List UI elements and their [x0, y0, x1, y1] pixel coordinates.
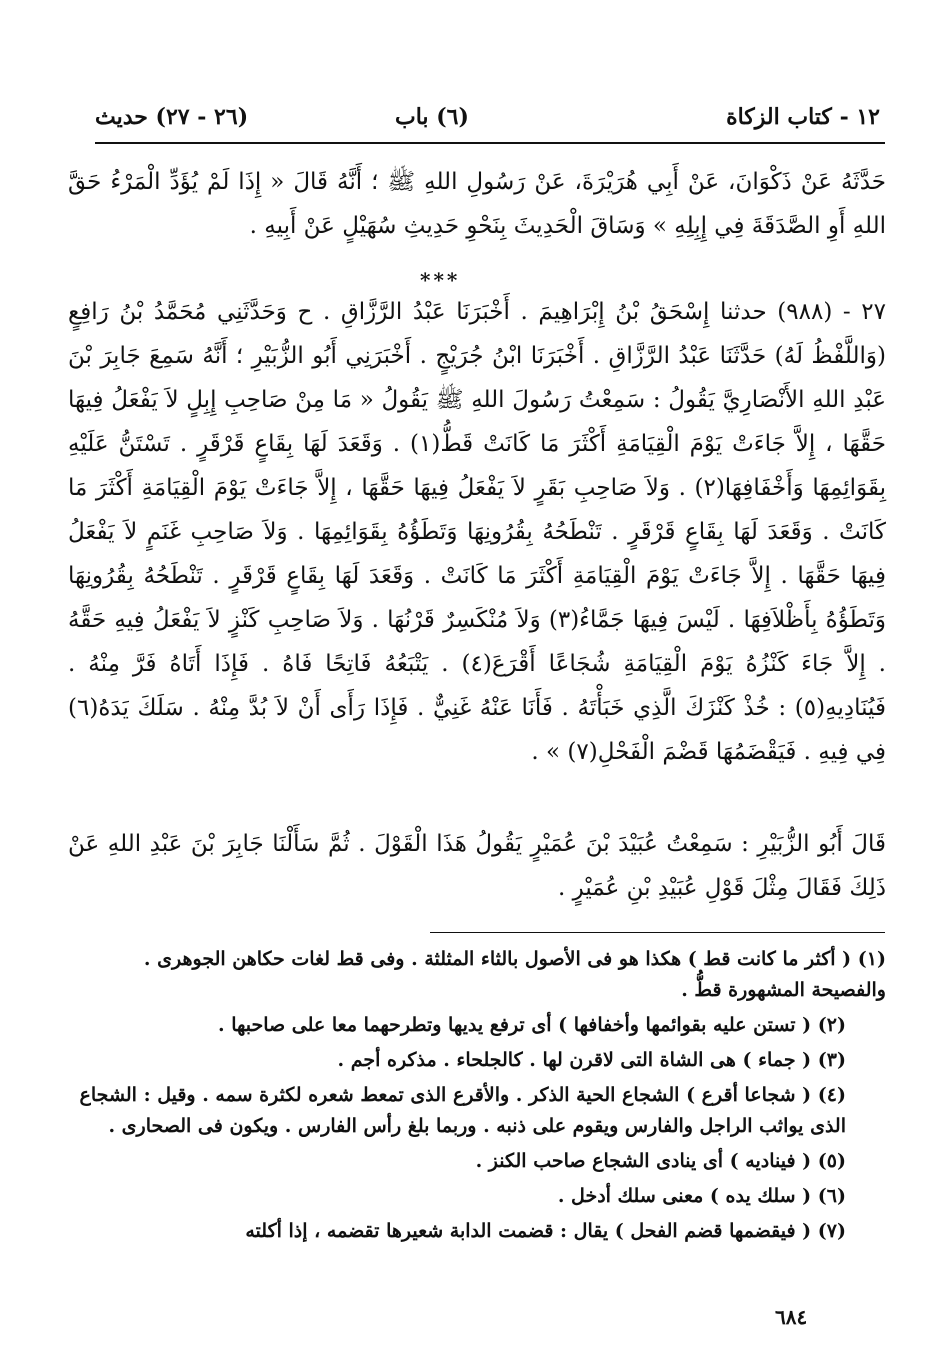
hadith-range: (٢٦ - ٢٧) حديث — [95, 104, 249, 130]
page-number: ٦٨٤ — [775, 1305, 808, 1329]
footnote-2: (٢) ( تستن عليه بقوائمها وأخفافها ) أى ترفع يديها وتطرحهما معا على صاحبها . — [218, 1014, 846, 1036]
abu-zubair-note: قَالَ أَبُو الزُّبَيْرِ : سَمِعْتُ عُبَيْدَ بْنَ عُمَيْرٍ يَقُولُ هَذَا الْقَوْلَ . ثُمَّ سَأَلْنَا جَابِرَ بْنَ عَبْدِ اللهِ عَنْ ذَلِكَ فَقَالَ مِثْلَ قَوْلِ عُبَيْدِ بْنِ عُمَيْرٍ . — [68, 831, 886, 901]
footnote-4: (٤) ( شجاعا أقرع ) الشجاع الحية الذكر . والأقرع الذى تمعط شعره لكثرة سمه . وقيل : الشجاع الذى يواثب الراجل والفارس ويقوم على ذنبه . وربما بلغ رأس الفارس . ويكون فى الصحارى . — [79, 1084, 846, 1137]
paragraph-continuation: حَدَّثَهُ عَنْ ذَكْوَانَ، عَنْ أَبِي هُرَيْرَةَ، عَنْ رَسُولِ اللهِ ﷺ ؛ أَنَّهُ قَالَ « إِذَا لَمْ يُؤَدِّ الْمَرْءُ حَقَّ اللهِ أَوِ الصَّدَقَةَ فِي إِبِلِهِ » وَسَاقَ الْحَدِيثَ بِنَحْوِ حَدِيثِ سُهَيْلٍ عَنْ أَبِيهِ . — [68, 169, 886, 239]
hadith-27-text: ٢٧ - (٩٨٨) حدثنا إِسْحَقُ بْنُ إِبْرَاهِيمَ . أَخْبَرَنَا عَبْدُ الرَّزَّاقِ . ح وَحَدَّثَنِي مُحَمَّدُ بْنُ رَافِعٍ (وَاللَّفْظُ لَهُ) حَدَّثَنَا عَبْدُ الرَّزَّاقِ . أَخْبَرَنَا ابْنُ جُرَيْجٍ . أَخْبَرَنِي أَبُو الزُّبَيْرِ ؛ أَنَّهُ سَمِعَ جَابِرَ بْنَ عَبْدِ اللهِ الأَنْصَارِيَّ يَقُولُ : سَمِعْتُ رَسُولَ اللهِ ﷺ يَقُولُ « مَا مِنْ صَاحِبِ إِبِلٍ لاَ يَفْعَلُ فِيهَا حَقَّهَا ، إِلاَّ جَاءَتْ يَوْمَ الْقِيَامَةِ أَكْثَرَ مَا كَانَتْ قَطُّ(١) . وَقَعَدَ لَهَا بِقَاعٍ قَرْقَرٍ . تَسْتَنُّ عَلَيْهِ بِقَوَائِمِهَا وَأَخْفَافِهَا(٢) . وَلاَ صَاحِبِ بَقَرٍ لاَ يَفْعَلُ فِيهَا حَقَّهَا ، إِلاَّ جَاءَتْ يَوْمَ الْقِيَامَةِ أَكْثَرَ مَا كَانَتْ . وَقَعَدَ لَهَا بِقَاعٍ قَرْقَرٍ . تَنْطَحُهُ بِقُرُونِهَا وَتَطَؤُهُ بِقَوَائِمِهَا . وَلاَ صَاحِبِ غَنَمٍ لاَ يَفْعَلُ فِيهَا حَقَّهَا . إِلاَّ جَاءَتْ يَوْمَ الْقِيَامَةِ أَكْثَرَ مَا كَانَتْ . وَقَعَدَ لَهَا بِقَاعٍ قَرْقَرٍ . تَنْطَحُهُ بِقُرُونِهَا وَتَطَؤُهُ بِأَظْلاَفِهَا . لَيْسَ فِيهَا جَمَّاءُ(٣) وَلاَ مُنْكَسِرٌ قَرْنُهَا . وَلاَ صَاحِبِ كَنْزٍ لاَ يَفْعَلُ فِيهِ حَقَّهُ . إِلاَّ جَاءَ كَنْزُهُ يَوْمَ الْقِيَامَةِ شُجَاعًا أَقْرَعَ(٤) . يَتْبَعُهُ فَاتِحًا فَاهُ . فَإِذَا أَتَاهُ فَرَّ مِنْهُ . فَيُنَادِيهِ(٥) : خُذْ كَنْزَكَ الَّذِي خَبَأْتَهُ . فَأَنَا عَنْهُ غَنِيٌّ . فَإِذَا رَأَى أَنْ لاَ بُدَّ مِنْهُ . سَلَكَ يَدَهُ(٦) فِي فِيهِ . فَيَقْضَمُهَا قَضْمَ الْفَحْلِ(٧) » . — [68, 299, 886, 765]
running-header — [95, 98, 880, 138]
footnotes — [68, 944, 886, 1251]
book-title: ١٢ - كتاب الزكاة — [726, 104, 880, 130]
footnote-6: (٦) ( سلك يده ) معنى سلك أدخل . — [557, 1185, 846, 1207]
footnote-7: (٧) ( فيقضمها قضم الفحل ) يقال : قضمت الدابة شعيرها تقضمه ، إذا أكلته — [245, 1220, 846, 1242]
chapter-title: (٦) باب — [395, 104, 469, 130]
header-rule — [95, 142, 885, 144]
footnote-rule — [430, 932, 885, 933]
footnote-1: (١) ( أكثر ما كانت قط ) هكذا هو فى الأصول بالثاء المثلثة . وفى قط لغات حكاهن الجوهرى . والفصيحة المشهورة قطُّ . — [143, 948, 886, 1001]
footnote-5: (٥) ( فيناديه ) أى ينادى الشجاع صاحب الكنز . — [475, 1150, 846, 1172]
section-separator: *** — [420, 268, 461, 292]
footnote-3: (٣) ( جماء ) هى الشاة التى لاقرن لها . كالجلحاء . مذكره أجم . — [337, 1049, 846, 1071]
